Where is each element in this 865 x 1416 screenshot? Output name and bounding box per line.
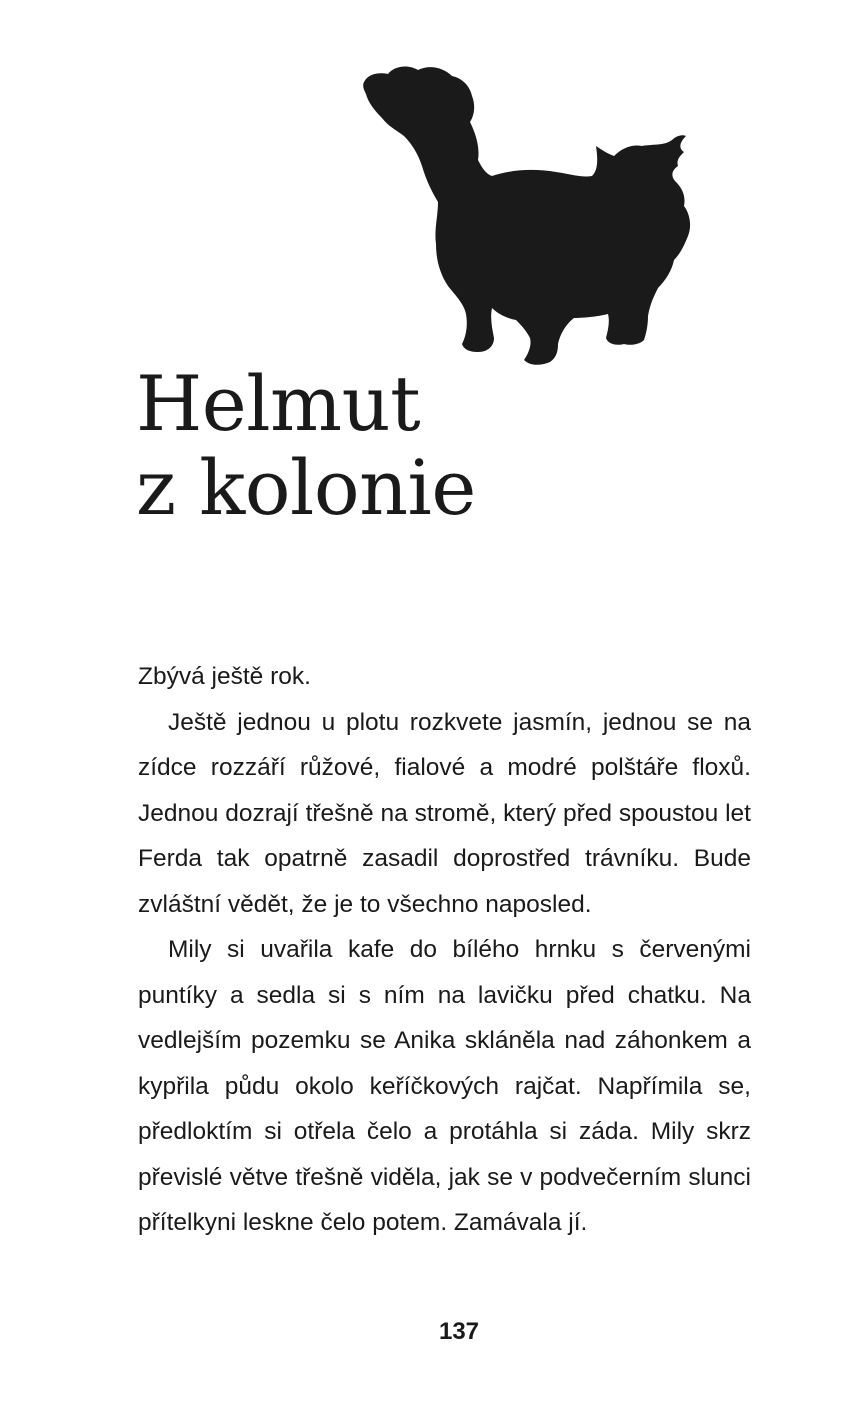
cat-silhouette-icon [360, 60, 695, 370]
paragraph-1: Zbývá ještě rok. [138, 663, 311, 690]
chapter-title [136, 359, 476, 532]
page-number: 137 [438, 1318, 480, 1345]
chapter-title-line1: Helmut [136, 359, 421, 448]
chapter-body [138, 654, 751, 1246]
paragraph-3: Mily si uvařila kafe do bílého hrnku s červenými puntíky a sedla si s ním na lavičku před chatku. Na vedlejším pozemku se Anika skláněla nad záhonkem a kypřila půdu okolo keříčkových rajčat. Napřímila se, předloktím si otřela čelo a protáhla si záda. Mily skrz převislé větve třešně viděla, jak se v podvečerním slunci přítelkyni leskne čelo potem. Zamávala jí. [138, 936, 751, 1236]
paragraph-2: Ještě jednou u plotu rozkvete jasmín, jednou se na zídce rozzáří růžové, fialové a modré polštáře floxů. Jednou dozrají třešně na stromě, který před spoustou let Ferda tak opatrně zasadil doprostřed trávníku. Bude zvláštní vědět, že je to všechno naposled. [138, 708, 751, 918]
chapter-title-line2: z kolonie [136, 443, 476, 532]
